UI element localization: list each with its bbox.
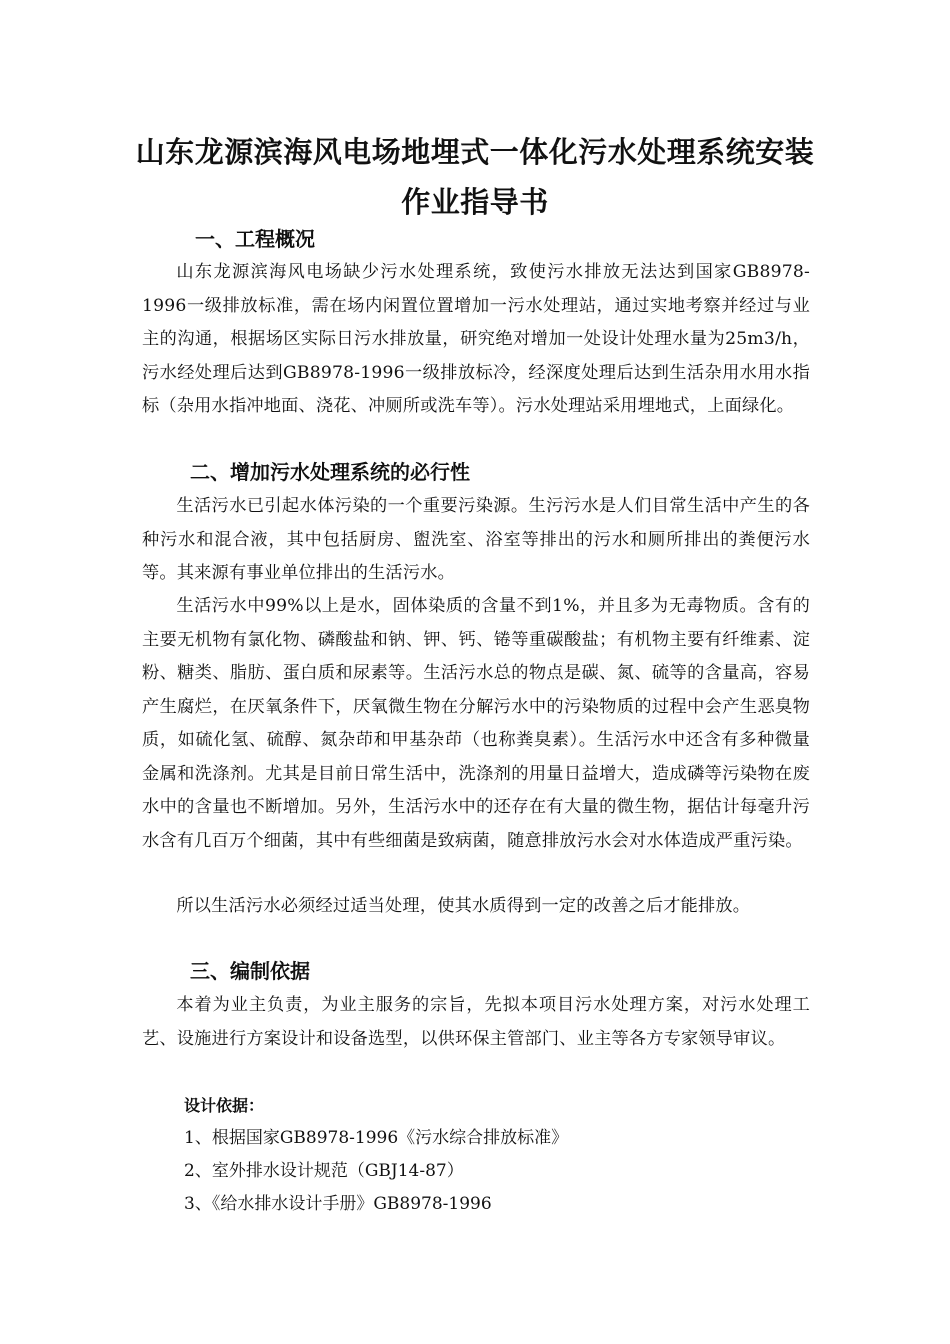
section-heading-basis: 三、编制依据 [190, 959, 310, 983]
section-heading-overview: 一、工程概况 [195, 227, 315, 251]
design-basis-item: 2、室外排水设计规范（GBJ14-87） [184, 1161, 464, 1181]
paragraph-necessity-2: 生活污水中99%以上是水，固体染质的含量不到1%，并且多为无毒物质。含有的主要无机物有氯化物、磷酸盐和钠、钾、钙、锩等重碳酸盐；有机物主要有纤维素、淀粉、糖类、脂肪、蛋白质和尿素等。生活污水总的物点是碳、氮、硫等的含量高，容易产生腐烂，在厌氧条件下，厌氧微生物在分解污水中的污染物质的过程中会产生恶臭物质，如硫化氢、硫醇、氮杂茚和甲基杂茚（也称粪臭素）。生活污水中还含有多种微量金属和洗涤剂。尤其是目前日常生活中，洗涤剂的用量日益增大，造成磷等污染物在废水中的含量也不断增加。另外，生活污水中的还存在有大量的微生物，据估计每毫升污水含有几百万个细菌，其中有些细菌是致病菌，随意排放污水会对水体造成严重污染。 [142, 596, 810, 851]
design-basis-item: 1、根据国家GB8978-1996《污水综合排放标准》 [184, 1128, 569, 1148]
design-basis-label: 设计依据： [184, 1096, 265, 1115]
document-title-line-1: 山东龙源滨海风电场地埋式一体化污水处理系统安装 [135, 135, 815, 169]
paragraph-necessity-3: 所以生活污水必须经过适当处理，使其水质得到一定的改善之后才能排放。 [176, 896, 751, 916]
section-heading-necessity: 二、增加污水处理系统的必行性 [190, 460, 470, 484]
paragraph-overview: 山东龙源滨海风电场缺少污水处理系统，致使污水排放无法达到国家GB8978-1996一级排放标准，需在场内闲置位置增加一污水处理站，通过实地考察并经过与业主的沟通，根据场区实际日污水排放量，研究绝对增加一处设计处理水量为25m3/h，污水经处理后达到GB8978-1996一级排放标冷，经深度处理后达到生活杂用水用水指标（杂用水指冲地面、浇花、冲厕所或洗车等）。污水处理站采用埋地式，上面绿化。 [142, 262, 810, 416]
paragraph-necessity-1: 生活污水已引起水体污染的一个重要污染源。生污污水是人们目常生活中产生的各种污水和混合液，其中包括厨房、盥洗室、浴室等排出的污水和厕所排出的粪便污水等。其来源有事业单位排出的生活污水。 [142, 496, 810, 583]
design-basis-item: 3、《给水排水设计手册》GB8978-1996 [184, 1194, 492, 1214]
document-title-line-2: 作业指导书 [401, 185, 549, 219]
paragraph-basis: 本着为业主负责，为业主服务的宗旨，先拟本项目污水处理方案，对污水处理工艺、设施进行方案设计和设备选型，以供环保主管部门、业主等各方专家领导审议。 [142, 995, 810, 1049]
